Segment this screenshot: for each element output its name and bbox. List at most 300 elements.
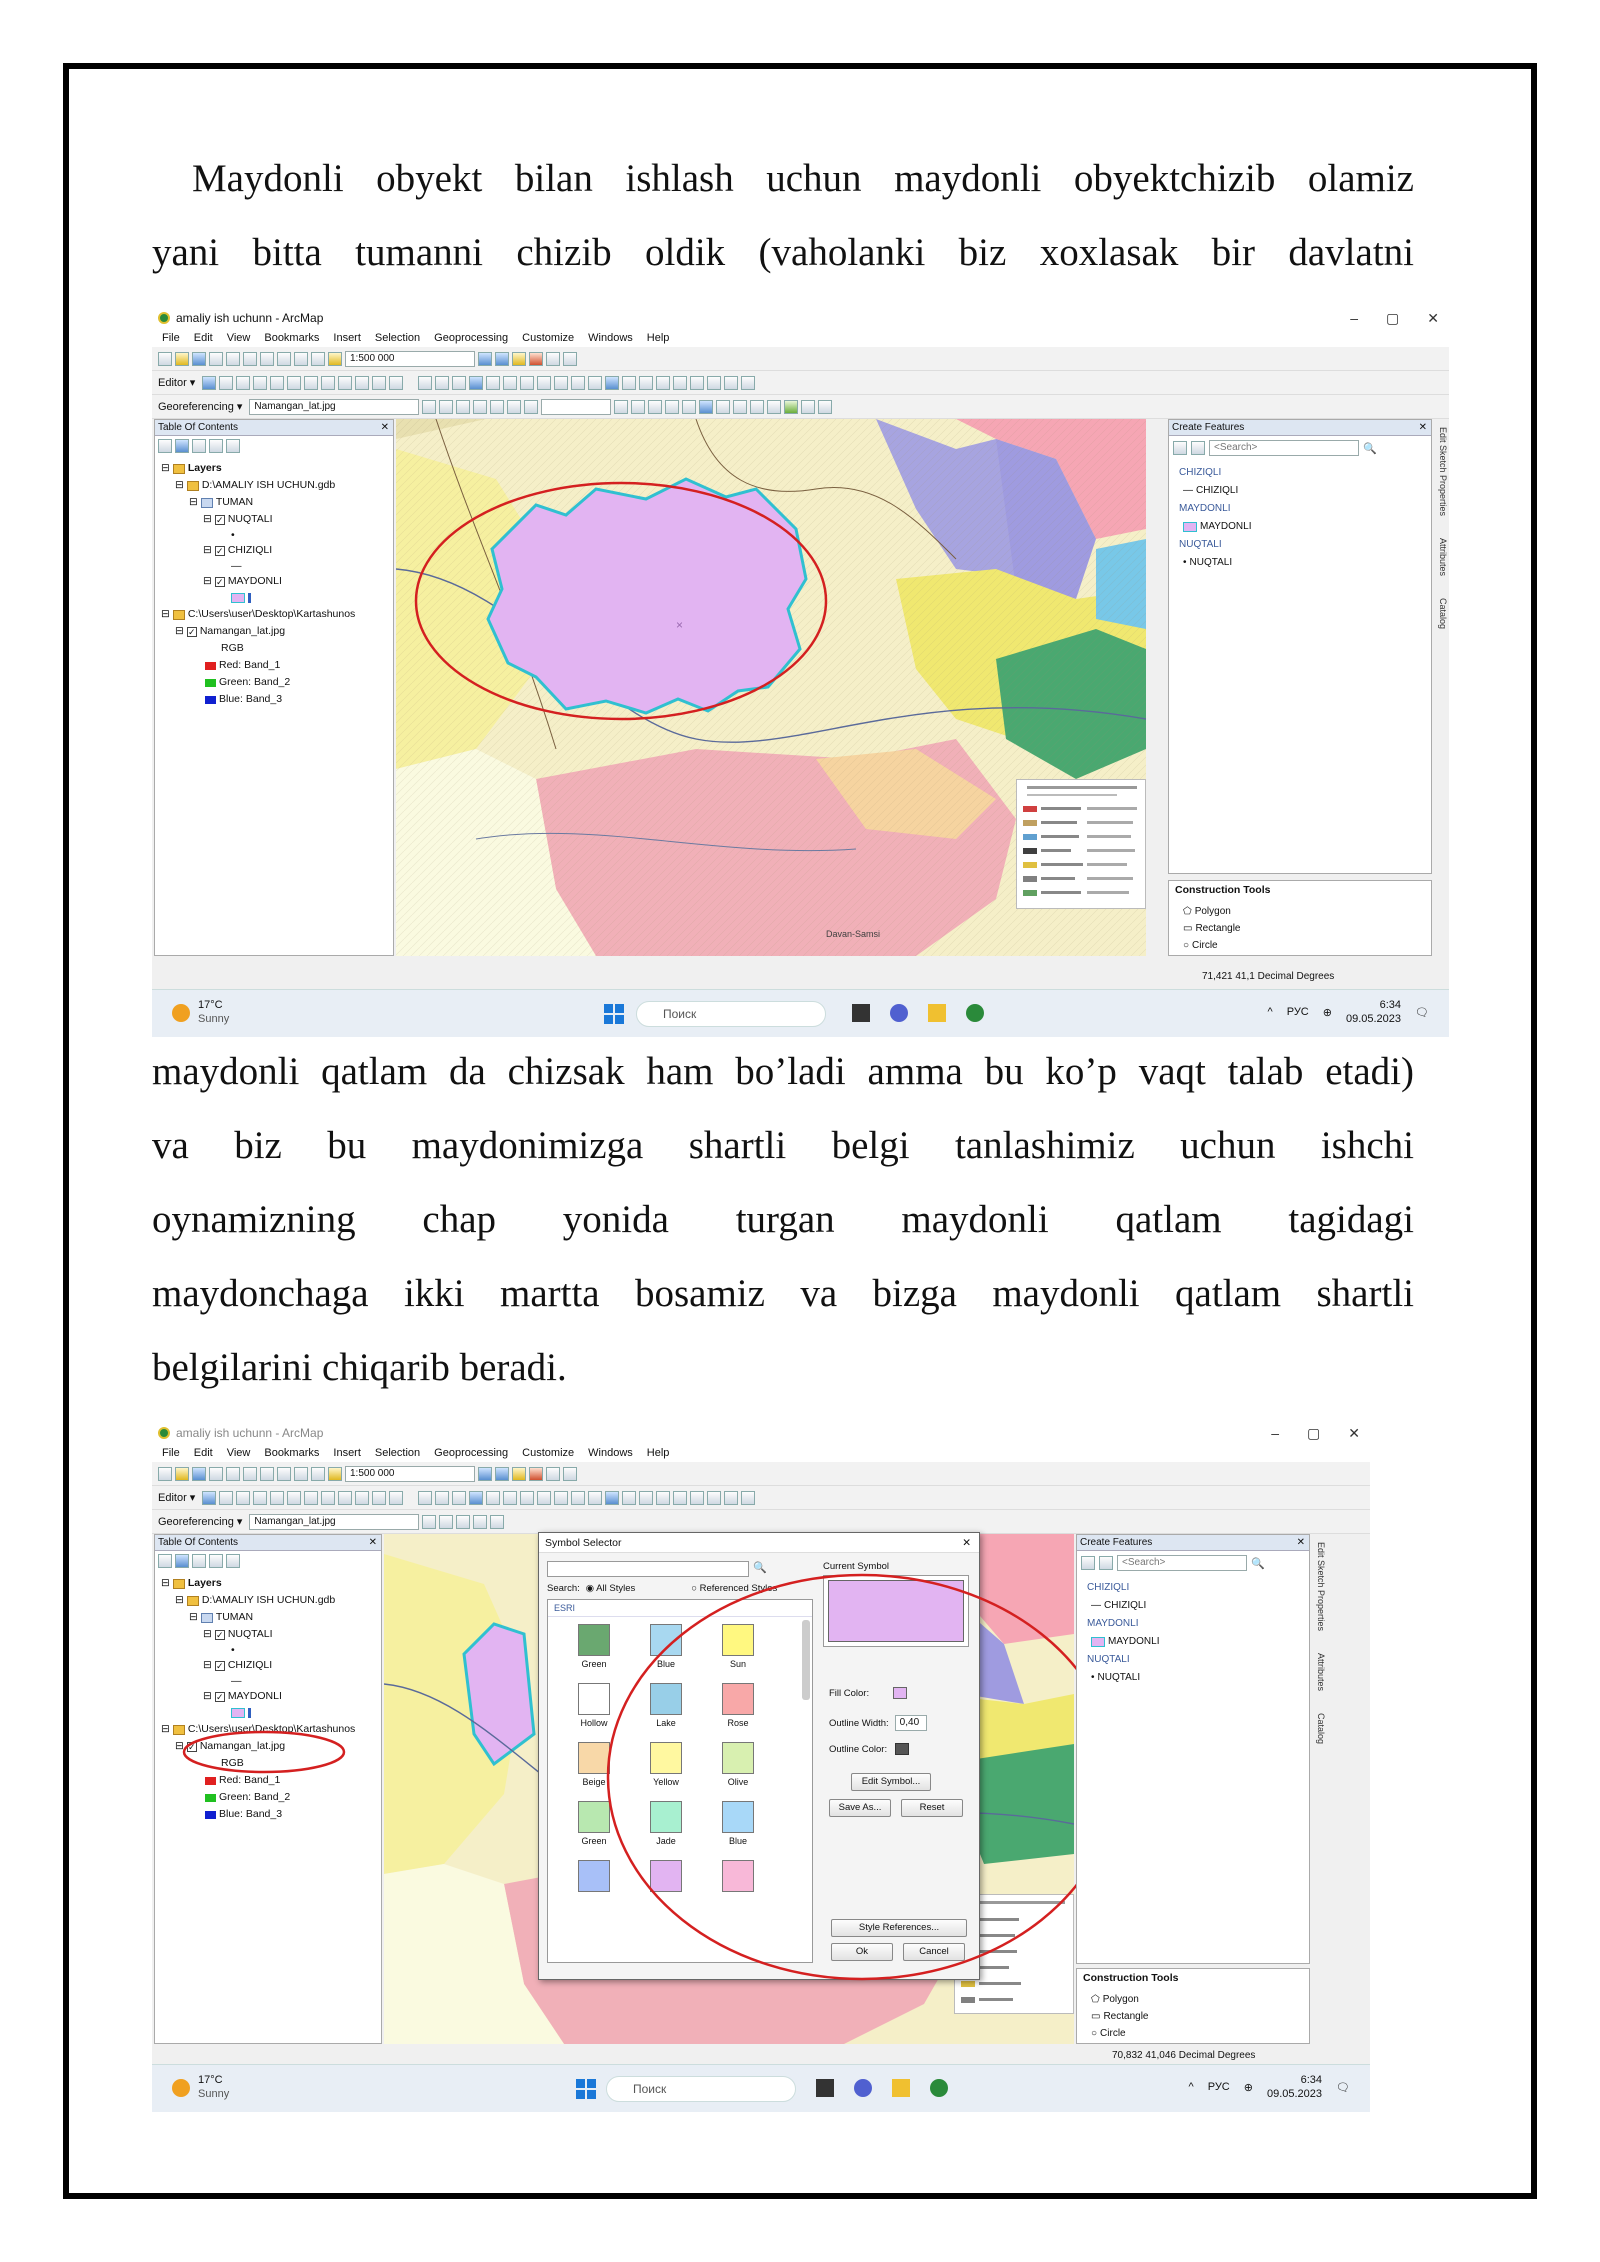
tool-icon[interactable]	[699, 400, 713, 414]
cut-icon[interactable]	[226, 1467, 240, 1481]
clock[interactable]: 6:34 09.05.2023	[1345, 999, 1402, 1025]
tool-icon[interactable]	[716, 400, 730, 414]
symbol-swatch[interactable]: Hollow	[558, 1683, 630, 1728]
close-icon[interactable]: ✕	[380, 422, 389, 433]
paste-icon[interactable]	[260, 352, 274, 366]
toc-icon[interactable]	[495, 352, 509, 366]
menu-help[interactable]: Help	[646, 1447, 670, 1459]
paste-icon[interactable]	[260, 1467, 274, 1481]
symbol-swatch[interactable]: Olive	[702, 1742, 774, 1787]
viewer-georef-icon[interactable]	[507, 400, 521, 414]
language-indicator[interactable]: РУС	[1207, 2081, 1230, 2093]
python-icon[interactable]	[563, 352, 577, 366]
time-slider-icon[interactable]	[724, 376, 738, 390]
filter-icon[interactable]	[1099, 1556, 1113, 1570]
rotate-icon[interactable]	[355, 1491, 369, 1505]
menu-insert[interactable]: Insert	[333, 332, 361, 344]
menu-insert[interactable]: Insert	[333, 1447, 361, 1459]
band-green: Green: Band_2	[161, 1789, 355, 1806]
close-icon[interactable]: ✕	[962, 1537, 971, 1549]
symbol-swatch[interactable]: Blue	[630, 1624, 702, 1669]
edit-symbol-button[interactable]: Edit Symbol...	[851, 1773, 931, 1791]
save-icon[interactable]	[192, 1467, 206, 1481]
nuqtali-symbol[interactable]: •	[231, 1643, 235, 1656]
tree-row-folder[interactable]: ⊟ C:\Users\user\Desktop\Kartashunos	[161, 1723, 356, 1735]
tool-rectangle[interactable]: ▭ Rectangle	[1091, 2008, 1148, 2025]
menu-windows[interactable]: Windows	[588, 332, 633, 344]
menu-view[interactable]: View	[226, 332, 251, 344]
arcmap-taskbar-icon[interactable]	[930, 2079, 948, 2097]
arctoolbox-icon[interactable]	[546, 352, 560, 366]
windows-taskbar	[152, 989, 1449, 1037]
tab-attributes[interactable]: Attributes	[1438, 538, 1448, 577]
menu-bookmarks[interactable]: Bookmarks	[264, 1447, 320, 1459]
network-icon[interactable]: ⊕	[1322, 1006, 1332, 1019]
tool-rectangle[interactable]: ▭ Rectangle	[1183, 920, 1240, 937]
tool-icon[interactable]	[665, 400, 679, 414]
search-icon[interactable]: 🔍	[753, 1562, 767, 1574]
undo-icon[interactable]	[294, 1467, 308, 1481]
tree-row-tuman[interactable]: ⊟ TUMAN	[189, 496, 254, 508]
visibility-checkbox[interactable]: ✓	[216, 1691, 224, 1702]
list-by-visibility-icon[interactable]	[192, 1554, 206, 1568]
search-icon[interactable]: 🔍	[1251, 1557, 1265, 1570]
straight-segment-icon[interactable]	[236, 1491, 250, 1505]
symbol-swatch[interactable]: Green	[558, 1801, 630, 1846]
hyperlink-icon[interactable]	[622, 376, 636, 390]
tool-icon[interactable]	[631, 400, 645, 414]
symbol-swatch[interactable]: Sun	[702, 1624, 774, 1669]
chat-icon[interactable]	[890, 1004, 908, 1022]
network-icon[interactable]: ⊕	[1243, 2081, 1253, 2094]
side-tabs	[1434, 427, 1448, 787]
scale-georef-icon[interactable]	[456, 1515, 470, 1529]
identify-icon[interactable]	[605, 1491, 619, 1505]
task-view-icon[interactable]	[816, 2079, 834, 2097]
edit-tool-icon[interactable]	[202, 1491, 216, 1505]
polygon-icon: ⬠	[1183, 906, 1192, 917]
scale-combo[interactable]: 1:500 000	[345, 351, 475, 367]
symbol-selector-highlight-circle	[602, 1567, 1122, 1987]
ok-button[interactable]: Ok	[831, 1943, 893, 1961]
rectangle-icon: ▭	[1183, 923, 1193, 934]
edit-annotation-icon[interactable]	[219, 1491, 233, 1505]
arcmap-app-icon	[158, 312, 170, 324]
open-icon[interactable]	[175, 1467, 189, 1481]
back-icon[interactable]	[520, 1491, 534, 1505]
menu-help[interactable]: Help	[646, 332, 670, 344]
map-view[interactable]	[396, 419, 1146, 956]
list-by-drawing-order-icon[interactable]	[158, 1554, 172, 1568]
georeferencing-menu[interactable]: Georeferencing ▾	[158, 1516, 243, 1528]
straight-segment-icon[interactable]	[236, 376, 250, 390]
cut-polygons-icon[interactable]	[321, 1491, 335, 1505]
weather-widget[interactable]: 17°C Sunny	[172, 2073, 229, 2101]
find-route-icon[interactable]	[690, 376, 704, 390]
zoom-in-icon[interactable]	[418, 376, 432, 390]
referenced-styles-radio[interactable]: ○ Referenced Styles	[691, 1583, 778, 1594]
list-by-source-icon[interactable]	[175, 439, 189, 453]
menu-bar	[152, 1444, 1370, 1462]
edit-vertices-icon[interactable]	[287, 1491, 301, 1505]
georef-empty-combo[interactable]	[541, 399, 611, 415]
tool-icon[interactable]	[733, 400, 747, 414]
find-route-icon[interactable]	[690, 1491, 704, 1505]
file-explorer-icon[interactable]	[892, 2079, 910, 2097]
tree-row-layers[interactable]: ⊟ Layers	[161, 462, 222, 474]
menu-selection[interactable]: Selection	[374, 1447, 421, 1459]
tool-icon[interactable]	[767, 400, 781, 414]
band-blue: Blue: Band_3	[161, 691, 355, 708]
list-by-drawing-order-icon[interactable]	[158, 439, 172, 453]
trace-icon[interactable]	[270, 376, 284, 390]
windows-start-icon[interactable]	[604, 1004, 624, 1024]
menu-selection[interactable]: Selection	[374, 332, 421, 344]
filter-icon[interactable]	[1191, 441, 1205, 455]
tool-icon[interactable]	[801, 400, 815, 414]
toc-icon[interactable]	[495, 1467, 509, 1481]
new-icon[interactable]	[158, 1467, 172, 1481]
select-elements-icon[interactable]	[588, 1491, 602, 1505]
template-maydonli[interactable]: MAYDONLI	[1087, 1633, 1160, 1651]
editor-menu[interactable]: Editor ▾	[158, 377, 196, 389]
map-place-label: Davan-Samsi	[826, 929, 881, 939]
organize-templates-icon[interactable]	[1081, 1556, 1095, 1570]
end-point-arc-icon[interactable]	[253, 376, 267, 390]
tool-circle[interactable]: ○ Circle	[1183, 937, 1240, 954]
maximize-icon[interactable]: ▢	[1386, 310, 1400, 326]
view-link-table-icon[interactable]	[490, 400, 504, 414]
visibility-checkbox[interactable]: ✓	[216, 514, 224, 525]
list-by-selection-icon[interactable]	[209, 439, 223, 453]
sketch-properties-icon[interactable]	[389, 376, 403, 390]
tool-circle[interactable]: ○ Circle	[1091, 2025, 1148, 2042]
maydonli-symbol-patch[interactable]	[161, 1705, 355, 1721]
georeferencing-menu[interactable]: Georeferencing ▾	[158, 401, 243, 413]
weather-widget[interactable]: 17°C Sunny	[172, 998, 229, 1026]
minimize-icon[interactable]: –	[1350, 310, 1359, 326]
template-maydonli[interactable]: MAYDONLI	[1179, 518, 1252, 536]
attributes-icon[interactable]	[372, 1491, 386, 1505]
measure-icon[interactable]	[656, 1491, 670, 1505]
symbol-swatch[interactable]: Lake	[630, 1683, 702, 1728]
tool-icon[interactable]	[784, 400, 798, 414]
scale-combo[interactable]: 1:500 000	[345, 1466, 475, 1482]
minimize-icon[interactable]: –	[1271, 1425, 1280, 1441]
zoom-out-icon[interactable]	[435, 376, 449, 390]
reshape-icon[interactable]	[304, 376, 318, 390]
scale-georef-icon[interactable]	[456, 400, 470, 414]
taskbar-search[interactable]: Поиск	[636, 1001, 826, 1027]
copy-icon[interactable]	[243, 352, 257, 366]
outline-width-input[interactable]: 0,40	[895, 1715, 927, 1731]
template-chiziqli[interactable]: — CHIZIQLI	[1183, 485, 1239, 496]
editor-toolbar-icon[interactable]	[478, 1467, 492, 1481]
delete-icon[interactable]	[277, 1467, 291, 1481]
find-icon[interactable]	[673, 1491, 687, 1505]
chiziqli-symbol[interactable]: —	[231, 1674, 242, 1687]
visibility-checkbox[interactable]: ✓	[188, 1741, 196, 1752]
edit-tool-icon[interactable]	[202, 376, 216, 390]
shift-icon[interactable]	[439, 400, 453, 414]
select-elements-icon[interactable]	[588, 376, 602, 390]
tab-catalog[interactable]: Catalog	[1316, 1713, 1326, 1745]
symbol-swatch[interactable]: Yellow	[630, 1742, 702, 1787]
sketch-properties-icon[interactable]	[389, 1491, 403, 1505]
fixed-zoom-out-icon[interactable]	[503, 376, 517, 390]
arcmap-taskbar-icon[interactable]	[966, 1004, 984, 1022]
chevron-up-icon[interactable]: ^	[1188, 2081, 1194, 2093]
python-icon[interactable]	[563, 1467, 577, 1481]
reset-button[interactable]: Reset	[901, 1799, 963, 1817]
tab-edit-sketch-properties[interactable]: Edit Sketch Properties	[1438, 427, 1448, 517]
reshape-icon[interactable]	[304, 1491, 318, 1505]
editor-menu[interactable]: Editor ▾	[158, 1492, 196, 1504]
arctoolbox-icon[interactable]	[546, 1467, 560, 1481]
search-window-icon[interactable]	[529, 1467, 543, 1481]
menu-bar	[152, 329, 1449, 347]
cut-icon[interactable]	[226, 352, 240, 366]
delete-icon[interactable]	[277, 352, 291, 366]
open-icon[interactable]	[175, 352, 189, 366]
symbol-swatch[interactable]: Jade	[630, 1801, 702, 1846]
symbol-swatch[interactable]: Green	[558, 1624, 630, 1669]
copy-icon[interactable]	[243, 1467, 257, 1481]
style-references-button[interactable]: Style References...	[831, 1919, 967, 1937]
organize-templates-icon[interactable]	[1173, 441, 1187, 455]
grid-icon[interactable]	[524, 400, 538, 414]
close-icon[interactable]: ✕	[1296, 1537, 1305, 1548]
menu-geoprocessing[interactable]: Geoprocessing	[434, 1447, 509, 1459]
list-by-source-icon[interactable]	[175, 1554, 189, 1568]
template-nuqtali[interactable]: • NUQTALI	[1091, 1672, 1141, 1683]
layer-namangan-jpg[interactable]: ⊟ ✓ Namangan_lat.jpg	[175, 1740, 286, 1752]
construction-tools-title: Construction Tools	[1175, 884, 1271, 896]
visibility-checkbox[interactable]: ✓	[216, 545, 224, 556]
end-point-arc-icon[interactable]	[253, 1491, 267, 1505]
layer-maydonli[interactable]: ⊟ ✓ MAYDONLI	[203, 575, 282, 587]
catalog-icon[interactable]	[512, 1467, 526, 1481]
search-window-icon[interactable]	[529, 352, 543, 366]
menu-view[interactable]: View	[226, 1447, 251, 1459]
menu-edit[interactable]: Edit	[193, 1447, 213, 1459]
shift-icon[interactable]	[439, 1515, 453, 1529]
editor-toolbar	[152, 1486, 1370, 1510]
print-icon[interactable]	[209, 352, 223, 366]
editor-toolbar	[152, 371, 1449, 395]
split-icon[interactable]	[338, 1491, 352, 1505]
tool-icon[interactable]	[648, 400, 662, 414]
hyperlink-icon[interactable]	[622, 1491, 636, 1505]
notification-icon[interactable]: 🗨	[1336, 2081, 1350, 2094]
layer-nuqtali[interactable]: ⊟ ✓ NUQTALI	[203, 513, 273, 525]
new-icon[interactable]	[158, 352, 172, 366]
notification-icon[interactable]: 🗨	[1415, 1006, 1429, 1019]
visibility-checkbox[interactable]: ✓	[216, 1660, 224, 1671]
menu-file[interactable]: File	[162, 332, 180, 344]
symbol-swatch[interactable]: Rose	[702, 1683, 774, 1728]
symbol-swatch[interactable]: Blue	[702, 1801, 774, 1846]
forward-icon[interactable]	[537, 376, 551, 390]
maydonli-symbol-patch[interactable]	[161, 590, 355, 606]
layer-namangan-jpg[interactable]: ⊟ ✓ Namangan_lat.jpg	[175, 625, 286, 637]
chat-icon[interactable]	[854, 2079, 872, 2097]
rotate-georef-icon[interactable]	[422, 400, 436, 414]
menu-geoprocessing[interactable]: Geoprocessing	[434, 332, 509, 344]
cut-polygons-icon[interactable]	[321, 376, 335, 390]
close-icon[interactable]: ✕	[1427, 310, 1439, 326]
layer-maydonli[interactable]: ⊟ ✓ MAYDONLI	[203, 1690, 282, 1702]
time-slider-icon[interactable]	[724, 1491, 738, 1505]
tree-row-layers[interactable]: ⊟ Layers	[161, 1577, 222, 1589]
tree-row-folder[interactable]: ⊟ C:\Users\user\Desktop\Kartashunos	[161, 608, 356, 620]
edit-vertices-icon[interactable]	[287, 376, 301, 390]
save-as-button[interactable]: Save As...	[829, 1799, 891, 1817]
html-popup-icon[interactable]	[639, 376, 653, 390]
add-control-points-icon[interactable]	[473, 400, 487, 414]
rotate-icon[interactable]	[355, 376, 369, 390]
add-data-icon[interactable]	[328, 352, 342, 366]
goto-xy-icon[interactable]	[707, 376, 721, 390]
tree-row-gdb[interactable]: ⊟ D:\AMALIY ISH UCHUN.gdb	[175, 479, 336, 491]
fixed-zoom-out-icon[interactable]	[503, 1491, 517, 1505]
view-link-table-icon[interactable]	[490, 1515, 504, 1529]
band-green: Green: Band_2	[161, 674, 355, 691]
undo-icon[interactable]	[294, 352, 308, 366]
edit-annotation-icon[interactable]	[219, 376, 233, 390]
create-features-panel	[1076, 1534, 1310, 1964]
close-icon[interactable]: ✕	[368, 1537, 377, 1548]
tool-icon[interactable]	[818, 400, 832, 414]
list-by-visibility-icon[interactable]	[192, 439, 206, 453]
tool-polygon[interactable]: ⬠ Polygon	[1091, 1991, 1148, 2008]
find-icon[interactable]	[673, 376, 687, 390]
arcmap-app-icon	[158, 1427, 170, 1439]
clock[interactable]: 6:34 09.05.2023	[1266, 2074, 1323, 2100]
select-features-icon[interactable]	[554, 376, 568, 390]
attributes-icon[interactable]	[372, 376, 386, 390]
chevron-up-icon[interactable]: ^	[1267, 1006, 1273, 1018]
paragraph-line: oynamizning chap yonida turgan maydonli qatlam tagidagi	[152, 1198, 1414, 1241]
construction-tools-panel	[1076, 1968, 1310, 2044]
redo-icon[interactable]	[311, 352, 325, 366]
taskbar-search[interactable]: Поиск	[606, 2076, 796, 2102]
language-indicator[interactable]: РУС	[1286, 1006, 1309, 1018]
html-popup-icon[interactable]	[639, 1491, 653, 1505]
identify-icon[interactable]	[605, 376, 619, 390]
layer-nuqtali[interactable]: ⊟ ✓ NUQTALI	[203, 1628, 273, 1640]
template-group-maydonli: MAYDONLI	[1179, 503, 1231, 514]
viewer-icon[interactable]	[741, 1491, 755, 1505]
tool-icon[interactable]	[614, 400, 628, 414]
save-icon[interactable]	[192, 352, 206, 366]
clear-selection-icon[interactable]	[571, 376, 585, 390]
cancel-button[interactable]: Cancel	[903, 1943, 965, 1961]
table-of-contents	[154, 419, 394, 956]
layer-chiziqli[interactable]: ⊟ ✓ CHIZIQLI	[203, 1659, 273, 1671]
options-icon[interactable]	[226, 439, 240, 453]
maximize-icon[interactable]: ▢	[1307, 1425, 1321, 1441]
close-icon[interactable]: ✕	[1418, 422, 1427, 433]
pan-icon[interactable]	[452, 1491, 466, 1505]
list-by-selection-icon[interactable]	[209, 1554, 223, 1568]
symbol-swatch[interactable]: Beige	[558, 1742, 630, 1787]
editor-toolbar-icon[interactable]	[478, 352, 492, 366]
nuqtali-symbol[interactable]: •	[231, 528, 235, 541]
layer-tree	[161, 460, 355, 708]
goto-xy-icon[interactable]	[707, 1491, 721, 1505]
pan-icon[interactable]	[452, 376, 466, 390]
menu-file[interactable]: File	[162, 1447, 180, 1459]
chiziqli-symbol[interactable]: —	[231, 559, 242, 572]
layers-icon	[173, 464, 185, 474]
tool-icon[interactable]	[750, 400, 764, 414]
zoom-in-icon[interactable]	[418, 1491, 432, 1505]
layer-tree	[161, 1575, 355, 1823]
tab-edit-sketch-properties[interactable]: Edit Sketch Properties	[1316, 1542, 1326, 1632]
catalog-icon[interactable]	[512, 352, 526, 366]
all-styles-radio[interactable]: ◉ All Styles	[585, 1583, 636, 1594]
tree-row-gdb[interactable]: ⊟ D:\AMALIY ISH UCHUN.gdb	[175, 1594, 336, 1606]
tab-catalog[interactable]: Catalog	[1438, 598, 1448, 630]
georef-layer-combo[interactable]: Namangan_lat.jpg	[249, 1514, 419, 1530]
split-icon[interactable]	[338, 376, 352, 390]
visibility-checkbox[interactable]: ✓	[216, 1629, 224, 1640]
trace-icon[interactable]	[270, 1491, 284, 1505]
viewer-icon[interactable]	[741, 376, 755, 390]
georef-layer-combo[interactable]: Namangan_lat.jpg	[249, 399, 419, 415]
windows-start-icon[interactable]	[576, 2079, 596, 2099]
visibility-checkbox[interactable]: ✓	[188, 626, 196, 637]
template-search-input[interactable]: <Search>	[1117, 1555, 1247, 1571]
add-data-icon[interactable]	[328, 1467, 342, 1481]
search-icon[interactable]: 🔍	[1363, 442, 1377, 455]
measure-icon[interactable]	[656, 376, 670, 390]
template-search-input[interactable]: <Search>	[1209, 440, 1359, 456]
full-extent-icon[interactable]	[469, 1491, 483, 1505]
task-view-icon[interactable]	[852, 1004, 870, 1022]
menu-customize[interactable]: Customize	[522, 1447, 575, 1459]
add-control-points-icon[interactable]	[473, 1515, 487, 1529]
tool-icon[interactable]	[682, 400, 696, 414]
menu-bookmarks[interactable]: Bookmarks	[264, 332, 320, 344]
tab-attributes[interactable]: Attributes	[1316, 1653, 1326, 1692]
back-icon[interactable]	[520, 376, 534, 390]
template-nuqtali[interactable]: • NUQTALI	[1183, 557, 1233, 568]
redo-icon[interactable]	[311, 1467, 325, 1481]
fixed-zoom-in-icon[interactable]	[486, 376, 500, 390]
menu-customize[interactable]: Customize	[522, 332, 575, 344]
print-icon[interactable]	[209, 1467, 223, 1481]
zoom-out-icon[interactable]	[435, 1491, 449, 1505]
forward-icon[interactable]	[537, 1491, 551, 1505]
fixed-zoom-in-icon[interactable]	[486, 1491, 500, 1505]
tree-row-tuman[interactable]: ⊟ TUMAN	[189, 1611, 254, 1623]
rotate-georef-icon[interactable]	[422, 1515, 436, 1529]
tool-polygon[interactable]: ⬠ Polygon	[1183, 903, 1240, 920]
full-extent-icon[interactable]	[469, 376, 483, 390]
menu-windows[interactable]: Windows	[588, 1447, 633, 1459]
options-icon[interactable]	[226, 1554, 240, 1568]
menu-edit[interactable]: Edit	[193, 332, 213, 344]
file-explorer-icon[interactable]	[928, 1004, 946, 1022]
clear-selection-icon[interactable]	[571, 1491, 585, 1505]
select-features-icon[interactable]	[554, 1491, 568, 1505]
layer-chiziqli[interactable]: ⊟ ✓ CHIZIQLI	[203, 544, 273, 556]
close-icon[interactable]: ✕	[1348, 1425, 1360, 1441]
template-chiziqli[interactable]: — CHIZIQLI	[1091, 1600, 1147, 1611]
visibility-checkbox[interactable]: ✓	[216, 576, 224, 587]
